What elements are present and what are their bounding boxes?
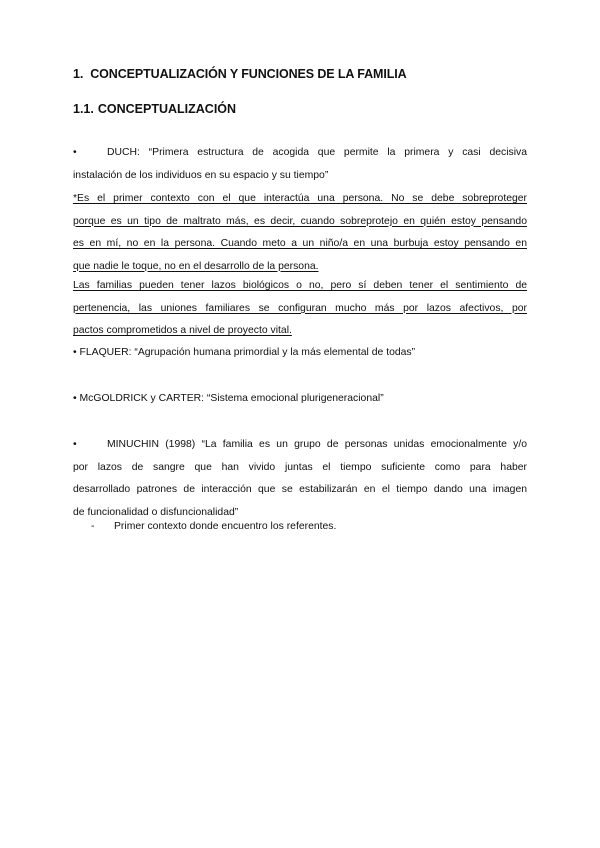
duch-line-2: instalación de los individuos en su espacio y su tiempo”: [73, 169, 329, 181]
minuchin-line-2: por lazos de sangre que han vivido juntas el tiempo suficiente como para haber: [73, 461, 527, 473]
note2-line-3: pactos comprometidos a nivel de proyecto vital.: [73, 325, 292, 336]
minuchin-quote: [73, 434, 527, 524]
subsection-title: CONCEPTUALIZACIÓN: [97, 102, 237, 116]
bullet: •: [73, 393, 77, 404]
note1-line-3: es en mí, no en la persona. Cuando meto a un niño/a en una burbuja estoy pensando en: [73, 238, 527, 249]
bullet: •: [73, 347, 77, 358]
mcgoldrick-quote: [73, 388, 527, 411]
dash-marker: -: [91, 521, 95, 532]
flaquer-text: FLAQUER: “Agrupación humana primordial y la más elemental de todas”: [79, 347, 416, 358]
section-heading: [73, 67, 407, 81]
duch-line-1: • DUCH: “Primera estructura de acogida que permite la primera y casi decisiva: [73, 142, 527, 165]
duch-quote: [73, 142, 527, 187]
bullet: •: [73, 439, 77, 450]
note1-line-4: que nadie le toque, no en el desarrollo de la persona.: [73, 260, 319, 272]
note1-line-2: porque es un tipo de maltrato más, es decir, cuando sobreprotejo en quién estoy pensando: [73, 215, 527, 227]
subsection-number: 1.1.: [73, 102, 94, 116]
section-title: CONCEPTUALIZACIÓN Y FUNCIONES DE LA FAMILIA: [90, 67, 407, 81]
note2-line-2: pertenencia, las uniones familiares se configuran mucho más por lazos afectivos, por: [73, 302, 527, 314]
mcgoldrick-text: McGOLDRICK y CARTER: “Sistema emocional plurigeneracional”: [79, 393, 384, 404]
sub-item-text: Primer contexto donde encuentro los referentes.: [114, 521, 337, 532]
section-number: 1.: [73, 67, 84, 81]
minuchin-line-4: de funcionalidad o disfuncionalidad”: [73, 506, 239, 518]
minuchin-line-1: • MINUCHIN (1998) “La familia es un grupo de personas unidas emocionalmente y/o: [73, 434, 527, 457]
note-paragraph-1: [73, 188, 527, 278]
note2-line-1: Las familias pueden tener lazos biológicos o no, pero sí deben tener el sentimiento de: [73, 280, 527, 291]
flaquer-quote: [73, 342, 527, 365]
subsection-heading: [73, 102, 236, 116]
note-paragraph-2: [73, 275, 527, 343]
bullet: •: [73, 147, 77, 158]
minuchin-line-3: desarrollado patrones de interacción que se estabilizarán en el tiempo dando una imagen: [73, 484, 527, 495]
note1-line-1: *Es el primer contexto con el que interactúa una persona. No se debe sobreproteger: [73, 193, 527, 204]
